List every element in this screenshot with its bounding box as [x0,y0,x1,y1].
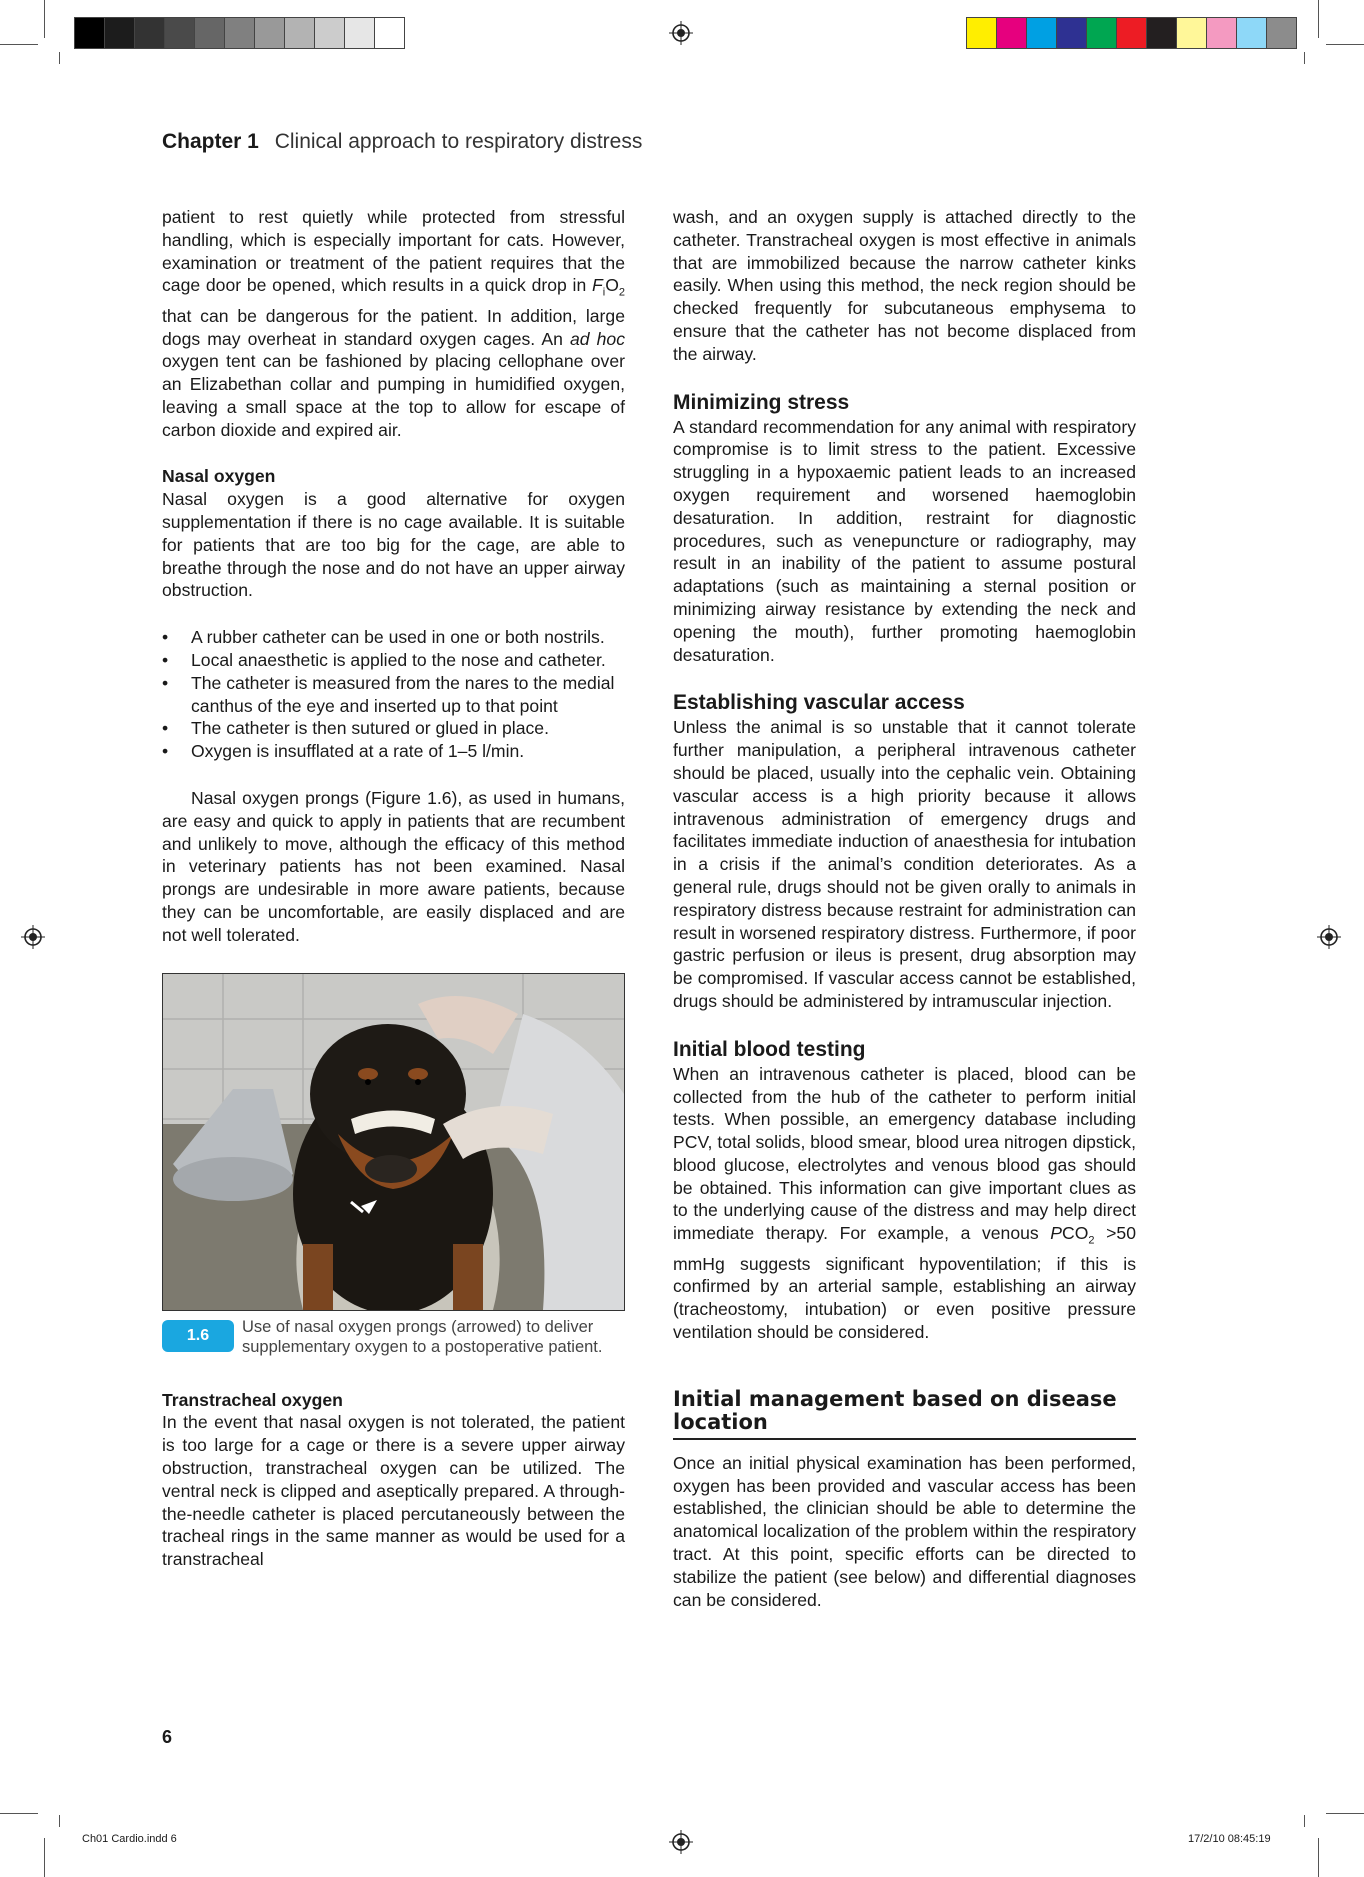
paragraph: Once an initial physical examination has been performed, oxygen has been provided and vascular access has been established, the clinician should be able to determine the anatomical localization of the problem within the respiratory tract. At this point, specific efforts can be directed to stabilize the patient (see below) and differential diagnoses can be considered. [673,1452,1136,1610]
registration-mark-icon [21,925,45,949]
paragraph: When an intravenous catheter is placed, blood can be collected from the hub of the catheter to perform initial tests. When possible, an emergency database including PCV, total solids, blood smear, blood urea nitrogen dipstick, blood glucose, electrolytes and venous blood gas should be obtained. This information can give important clues as to the underlying cause of the distress and may help direct immediate therapy. For example, a venous $PCO_2 >50$ mmHg suggests significant hypoventilation; if this is confirmed by an arterial sample, establishing an airway (tracheostomy, intubation) or even positive pressure ventilation should be considered. [673,1063,1136,1342]
color-swatch [1027,18,1057,48]
list-item: • A rubber catheter can be used in one or both nostrils. [162,626,625,649]
paragraph: Unless the animal is so unstable that it cannot tolerate further manipulation, a peripheral intravenous catheter should be placed, usually into the cephalic vein. Obtaining vascular access is a high priority because it allows intravenous administration of emergency drugs and facilitates immediate induction of anaesthesia for intubation in a crisis if the animal’s condition deteriorates. As a general rule, drugs should not be given orally to animals in respiratory distress because restraint for administration can result in worsened respiratory distress. Furthermore, if poor gastric perfusion or ileus is present, drug absorption may be compromised. If vascular access cannot be established, drugs should be administered by intramuscular injection. [673,717,1136,1011]
list-item: • Local anaesthetic is applied to the nose and catheter. [162,649,625,672]
page-number: 6 [162,1727,173,1747]
bullet-list [162,626,625,763]
registration-mark-icon [669,21,693,45]
color-swatch [1117,18,1147,48]
color-calibration-bar [966,17,1297,49]
color-swatch [165,18,195,48]
color-swatch [1237,18,1267,48]
right-column [673,206,1136,1611]
list-item: • The catheter is measured from the nares to the medial canthus of the eye and inserted up to that point [162,672,625,718]
color-swatch [75,18,105,48]
color-swatch [1057,18,1087,48]
color-swatch [315,18,345,48]
left-column [162,206,625,1571]
figure-caption [162,1317,625,1357]
paragraph: In the event that nasal oxygen is not tolerated, the patient is too large for a cage or there is a severe upper airway obstruction, transtracheal oxygen can be utilized. The ventral neck is clipped and aseptically prepared. A through-the-needle catheter is placed percutaneously between the tracheal rings in the same manner as would be used for a transtracheal [162,1412,625,1570]
section-heading: Initial management based on disease location [673,1388,1136,1440]
list-item: • The catheter is then sutured or glued in place. [162,717,625,740]
color-swatch [1087,18,1117,48]
color-swatch [195,18,225,48]
heading-vascular-access: Establishing vascular access [673,691,965,715]
color-swatch [255,18,285,48]
registration-mark-icon [669,1830,693,1854]
paragraph: patient to rest quietly while protected from stressful handling, which is especially important for cats. However, examination or treatment of the patient requires that the cage door be opened, which results in a quick drop in $F_iO_2$ that can be dangerous for the patient. In addition, large dogs may overheat in standard oxygen cages. An ad hoc oxygen tent can be fashioned by placing cellophane over an Elizabethan collar and pumping in humidified oxygen, leaving a small space at the top to allow for escape of carbon dioxide and expired air. [162,207,625,440]
figure-number-badge: 1.6 [162,1320,234,1352]
chapter-label: Chapter 1 [162,130,259,153]
color-swatch [1207,18,1237,48]
list-item: • Oxygen is insufflated at a rate of 1–5 l/min. [162,740,625,763]
color-swatch [375,18,404,48]
heading-minimizing-stress: Minimizing stress [673,390,850,414]
dog-photo-illustration [163,974,624,1310]
color-swatch [1267,18,1296,48]
subheading-nasal-oxygen: Nasal oxygen [162,466,276,487]
figure-caption-text: Use of nasal oxygen prongs (arrowed) to deliver supplementary oxygen to a postoperative patient. [242,1317,603,1356]
chapter-title: Clinical approach to respiratory distress [274,130,643,153]
registration-mark-icon [1317,925,1341,949]
color-swatch [967,18,997,48]
paragraph: Nasal oxygen is a good alternative for oxygen supplementation if there is no cage available. It is suitable for patients that are too big for the cage, are able to breathe through the nose and do not have an upper airway obstruction. [162,489,625,601]
figure-photo-dog-nasal-prongs [162,973,625,1311]
color-swatch [1177,18,1207,48]
slug-timestamp: 17/2/10 08:45:19 [1188,1833,1271,1845]
paragraph: wash, and an oxygen supply is attached directly to the catheter. Transtracheal oxygen is most effective in animals that are immobilized because the narrow catheter kinks easily. When using this method, the neck region should be checked frequently for subcutaneous emphysema to ensure that the catheter has not become displaced from the airway. [673,207,1136,364]
color-swatch [997,18,1027,48]
color-swatch [285,18,315,48]
grey-calibration-bar [74,17,405,49]
running-head [162,130,642,154]
paragraph: A standard recommendation for any animal with respiratory compromise is to limit stress to the patient. Excessive struggling in a hypoxaemic patient leads to an increased oxygen requirement and worsened haemoglobin desaturation. In addition, restraint for diagnostic procedures, such as venepuncture or radiography, may result in an inability of the patient to assume postural adaptations (such as maintaining a sternal position or minimizing airway resistance by extending the neck and opening the mouth), further promoting haemoglobin desaturation. [673,416,1136,665]
paragraph: Nasal oxygen prongs (Figure 1.6), as used in humans, are easy and quick to apply in patients that are recumbent and unlikely to move, although the efficacy of this method in veterinary patients has not been examined. Nasal prongs are undesirable in more aware patients, because they can be uncomfortable, are easily displaced and are not well tolerated. [162,788,625,945]
color-swatch [345,18,375,48]
color-swatch [105,18,135,48]
subheading-transtracheal-oxygen: Transtracheal oxygen [162,1389,343,1410]
color-swatch [135,18,165,48]
heading-initial-blood-testing: Initial blood testing [673,1037,866,1061]
color-swatch [225,18,255,48]
slug-filename: Ch01 Cardio.indd 6 [82,1833,177,1845]
color-swatch [1147,18,1177,48]
